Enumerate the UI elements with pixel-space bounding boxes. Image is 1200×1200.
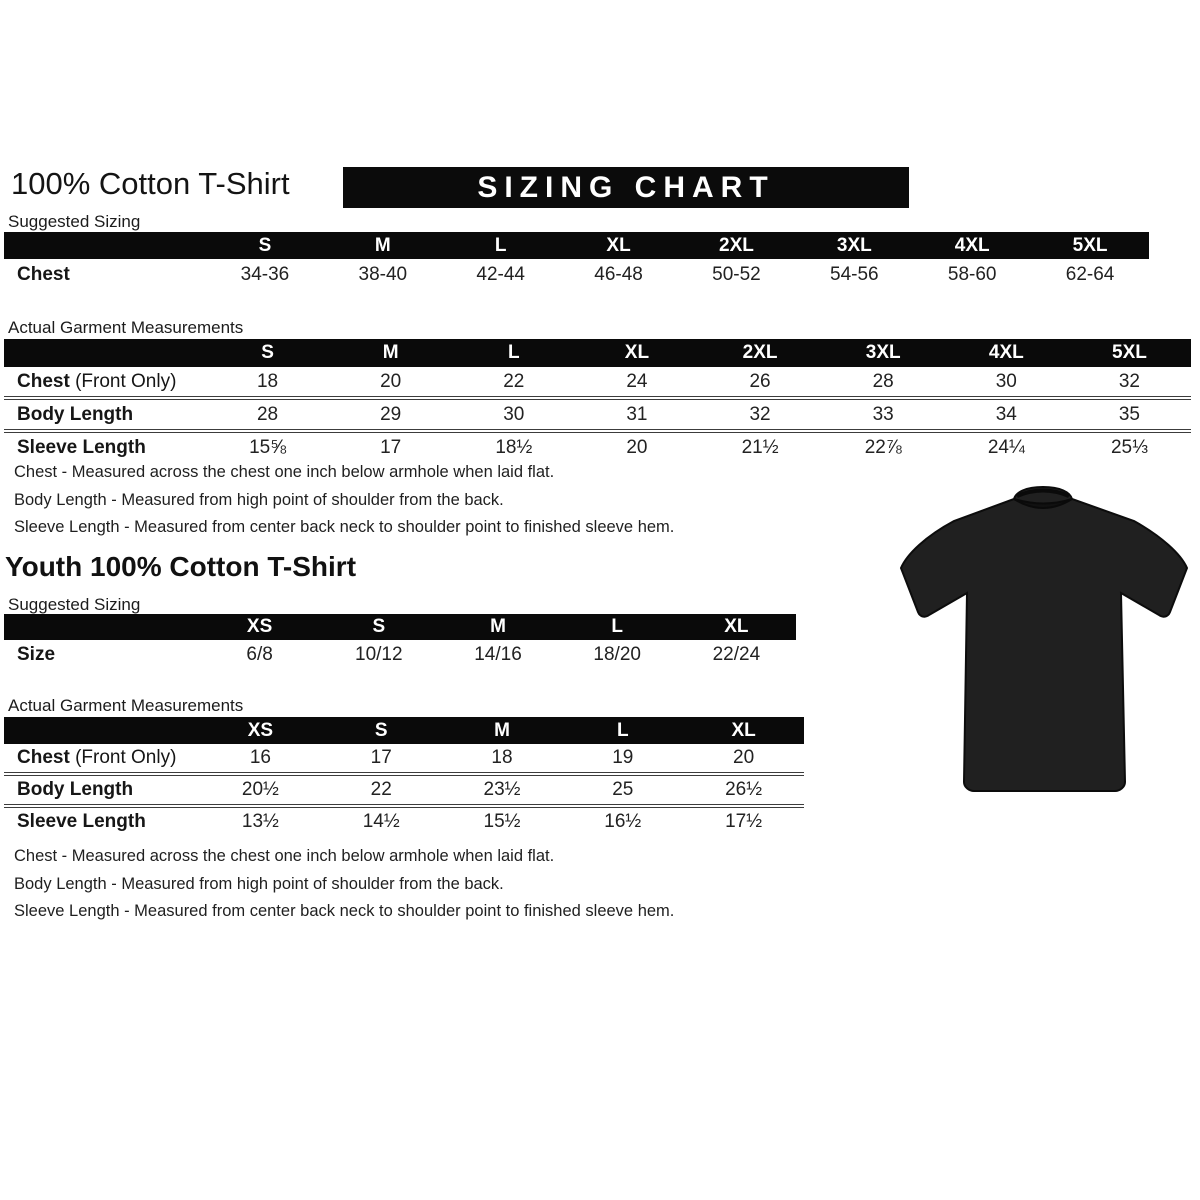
- cell: 33: [872, 403, 894, 425]
- page-title: 100% Cotton T-Shirt: [11, 166, 290, 201]
- tshirt-photo: [888, 465, 1200, 815]
- row-label: Chest: [17, 264, 70, 285]
- column-header: 2XL: [719, 234, 754, 256]
- column-header: XS: [247, 719, 274, 741]
- cell: 16: [249, 747, 271, 768]
- tshirt-icon: [888, 465, 1200, 815]
- cell: 42-44: [476, 264, 525, 285]
- column-header: M: [374, 234, 391, 256]
- column-header: 3XL: [865, 342, 901, 363]
- cell: 15⅝: [249, 436, 287, 458]
- cell: 20½: [241, 779, 279, 800]
- column-header: XS: [246, 616, 273, 637]
- cell: 29: [380, 403, 402, 425]
- column-header: 4XL: [954, 234, 990, 256]
- sizing-chart-banner: SIZING CHART: [343, 167, 909, 208]
- cell: 25⅓: [1110, 436, 1148, 458]
- cell: 20: [733, 747, 755, 768]
- table-header-row: [4, 614, 796, 640]
- table-header-row: [4, 717, 804, 744]
- cell: 18: [256, 370, 279, 392]
- cell: 34-36: [240, 264, 290, 285]
- cell: 17: [370, 747, 392, 768]
- cell: 25: [612, 779, 634, 800]
- cell: 26: [749, 370, 771, 392]
- cell: 21½: [741, 436, 779, 458]
- note-line: Body Length - Measured from high point of shoulder from the back.: [14, 874, 504, 893]
- column-header: L: [616, 719, 629, 741]
- cell: 30: [503, 403, 525, 425]
- column-header: M: [490, 616, 506, 637]
- cell: 15½: [483, 811, 521, 832]
- youth-suggested-sizing-table: [4, 614, 796, 670]
- cell: 10/12: [355, 644, 403, 665]
- suggested-sizing-label: Suggested Sizing: [8, 595, 141, 614]
- cell: 18: [491, 747, 513, 768]
- column-header: S: [258, 234, 272, 256]
- row-label: Chest: [17, 370, 70, 392]
- column-header: S: [374, 719, 388, 741]
- row-label: Body Length: [17, 403, 134, 425]
- cell: 13½: [241, 811, 279, 832]
- cell: 35: [1118, 403, 1140, 425]
- table-row: [4, 640, 796, 670]
- row-label: Sleeve Length: [17, 811, 146, 832]
- cell: 28: [872, 370, 894, 392]
- cell: 24¼: [987, 436, 1025, 458]
- adult-suggested-sizing-table: [4, 232, 1149, 291]
- column-header: L: [494, 234, 507, 256]
- cell: 26½: [725, 779, 763, 800]
- column-header: M: [382, 342, 399, 363]
- cell: 32: [749, 403, 771, 425]
- actual-measurements-label: Actual Garment Measurements: [8, 318, 244, 337]
- column-header: 2XL: [742, 342, 778, 363]
- cell: 31: [626, 403, 648, 425]
- table-row: [4, 396, 1191, 429]
- cell: 20: [380, 370, 402, 392]
- cell: 28: [256, 403, 279, 425]
- table-row: [4, 772, 804, 804]
- column-header: 4XL: [988, 342, 1024, 363]
- cell: 18/20: [593, 644, 641, 665]
- column-header: XL: [606, 234, 631, 256]
- cell: 17½: [725, 811, 763, 832]
- column-header: XL: [731, 719, 756, 741]
- column-header: S: [372, 616, 386, 637]
- note-line: Body Length - Measured from high point of shoulder from the back.: [14, 490, 504, 509]
- cell: 32: [1118, 370, 1140, 392]
- note-line: Sleeve Length - Measured from center back neck to shoulder point to finished sleeve hem.: [14, 518, 675, 536]
- row-label: Size: [17, 644, 56, 665]
- suggested-sizing-label: Suggested Sizing: [8, 212, 141, 231]
- cell: 50-52: [712, 264, 761, 285]
- column-header: 5XL: [1112, 342, 1147, 363]
- actual-measurements-label: Actual Garment Measurements: [8, 696, 244, 715]
- column-header: L: [611, 616, 623, 637]
- cell: 14½: [362, 811, 400, 832]
- table-row: [4, 429, 1191, 462]
- cell: 20: [626, 436, 648, 458]
- cell: 6/8: [246, 644, 273, 665]
- table-row: [4, 804, 804, 836]
- note-line: Chest - Measured across the chest one inch below armhole when laid flat.: [14, 463, 555, 481]
- cell: 22⅞: [864, 436, 902, 458]
- row-label-suffix: (Front Only): [69, 747, 177, 768]
- youth-actual-measurements-table: [4, 717, 804, 836]
- column-header: XL: [624, 342, 650, 363]
- column-header: 5XL: [1072, 234, 1108, 256]
- table-row: [4, 367, 1191, 396]
- row-label: Chest: [17, 747, 70, 768]
- note-line: Sleeve Length - Measured from center back neck to shoulder point to finished sleeve hem.: [14, 902, 675, 920]
- table-header-row: [4, 232, 1149, 259]
- column-header: 3XL: [836, 234, 872, 256]
- cell: 16½: [604, 811, 642, 832]
- youth-measurement-notes: [14, 843, 674, 926]
- cell: 34: [995, 403, 1017, 425]
- column-header: S: [261, 342, 274, 363]
- row-label-suffix: (Front Only): [69, 370, 177, 392]
- youth-title: Youth 100% Cotton T-Shirt: [5, 551, 357, 582]
- adult-actual-measurements-table: [4, 339, 1191, 462]
- column-header: M: [494, 719, 510, 741]
- cell: 23½: [483, 779, 521, 800]
- column-header: L: [508, 342, 520, 363]
- table-row: [4, 259, 1149, 291]
- cell: 22: [503, 370, 525, 392]
- cell: 19: [612, 747, 634, 768]
- table-row: [4, 744, 804, 772]
- cell: 18½: [495, 436, 533, 458]
- cell: 14/16: [474, 644, 522, 665]
- row-label: Sleeve Length: [17, 436, 146, 458]
- cell: 38-40: [358, 264, 408, 285]
- cell: 46-48: [594, 264, 643, 285]
- table-header-row: [4, 339, 1191, 367]
- column-header: XL: [724, 616, 749, 637]
- note-line: Chest - Measured across the chest one inch below armhole when laid flat.: [14, 847, 555, 865]
- cell: 24: [626, 370, 648, 392]
- cell: 17: [380, 436, 402, 458]
- adult-measurement-notes: [14, 459, 674, 542]
- cell: 22/24: [712, 644, 761, 665]
- row-label: Body Length: [17, 779, 134, 800]
- cell: 54-56: [830, 264, 879, 285]
- cell: 58-60: [947, 264, 997, 285]
- cell: 62-64: [1065, 264, 1115, 285]
- cell: 22: [370, 779, 392, 800]
- cell: 30: [995, 370, 1017, 392]
